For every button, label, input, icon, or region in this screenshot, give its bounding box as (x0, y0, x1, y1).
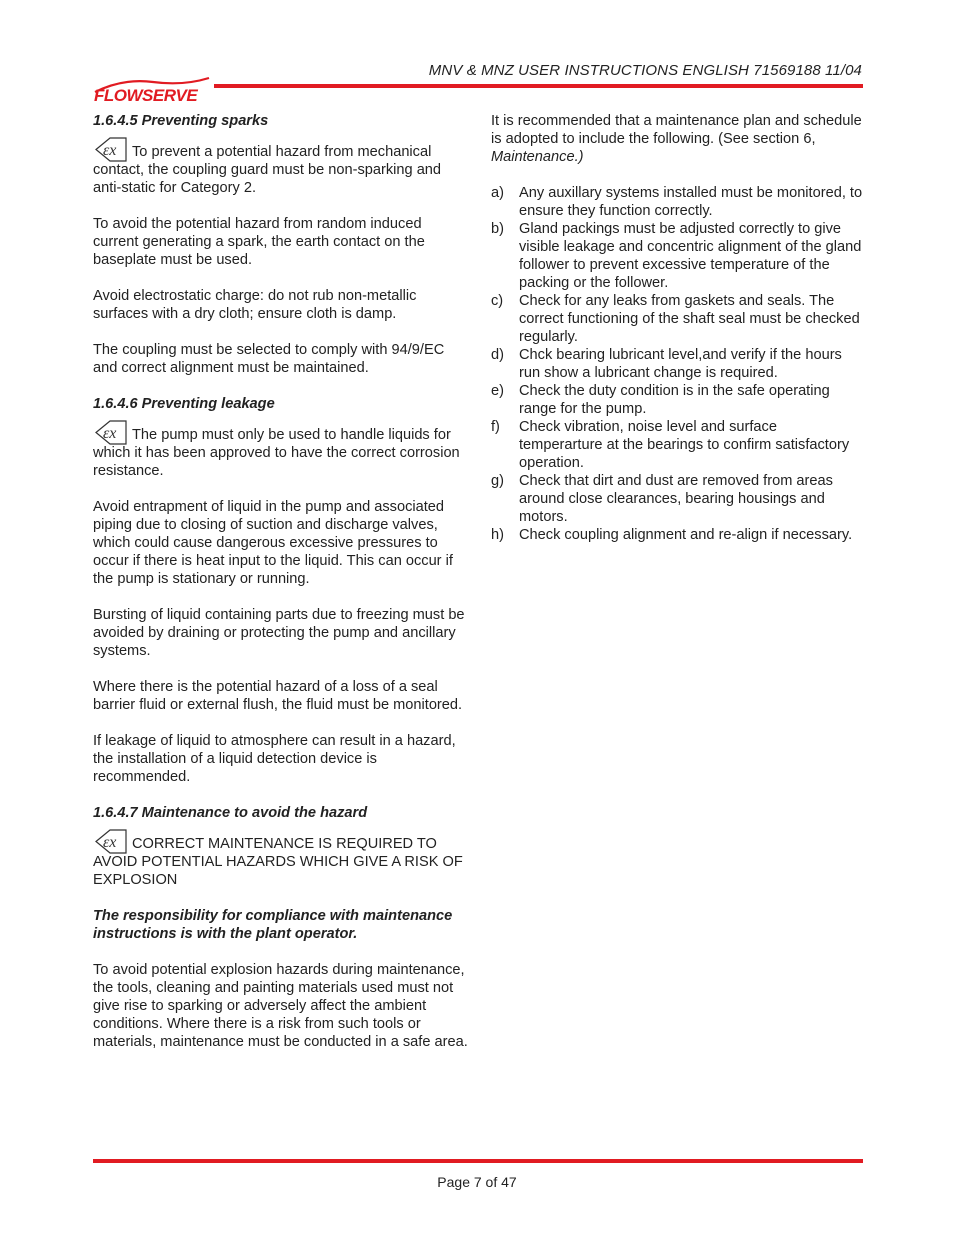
checklist-item (491, 526, 863, 544)
paragraph: Bursting of liquid containing parts due to freezing must be avoided by draining or protecting the pump and ancillary systems. (93, 607, 465, 659)
paragraph: Avoid entrapment of liquid in the pump and associated piping due to closing of suction and discharge valves, which could cause dangerous excessive pressures to occur if there is heat input to the liquid. This can occur if the pump is stationary or running. (93, 499, 453, 587)
item-label: g) (491, 473, 504, 489)
checklist-item (491, 418, 863, 472)
flowserve-logo (93, 74, 211, 106)
ex-explosion-icon (93, 419, 129, 446)
ex-explosion-icon (93, 136, 129, 163)
paragraph: To avoid the potential hazard from random induced current generating a spark, the earth contact on the baseplate must be used. (93, 216, 425, 268)
ex-text: CORRECT MAINTENANCE IS REQUIRED TO AVOID POTENTIAL HAZARDS WHICH GIVE A RISK OF EXPLOSION (93, 836, 463, 888)
paragraph: Where there is the potential hazard of a loss of a seal barrier fluid or external flush, the fluid must be monitored. (93, 679, 463, 713)
paragraph: If leakage of liquid to atmosphere can result in a hazard, the installation of a liquid detection device is recommended. (93, 733, 456, 785)
svg-text:εx: εx (103, 425, 117, 442)
ex-text: The pump must only be used to handle liquids for which it has been approved to have the correct corrosion resistance. (93, 427, 460, 479)
checklist-item (491, 346, 863, 382)
item-label: b) (491, 221, 504, 237)
section-heading-preventing-leakage: 1.6.4.6 Preventing leakage (93, 396, 275, 412)
item-text: Check vibration, noise level and surface temperarture at the bearings to confirm satisfactory operation. (519, 419, 850, 471)
item-text: Chck bearing lubricant level,and verify if the hours run show a lubricant change is required. (519, 347, 842, 381)
maintenance-intro (491, 112, 863, 166)
checklist-item (491, 382, 863, 418)
item-text: Gland packings must be adjusted correctly to give visible leakage and concentric alignment of the gland follower to prevent excessive temperature of the packing or the follower. (519, 221, 862, 291)
item-text: Check coupling alignment and re-align if necessary. (519, 527, 853, 543)
document-title: MNV & MNZ USER INSTRUCTIONS ENGLISH 71569188 11/04 (428, 62, 862, 79)
page-number: Page 7 of 47 (437, 1174, 517, 1190)
item-text: Check for any leaks from gaskets and seals. The correct functioning of the shaft seal must be checked regularly. (519, 293, 860, 345)
paragraph: The coupling must be selected to comply with 94/9/EC and correct alignment must be maintained. (93, 342, 445, 376)
checklist-item (491, 472, 863, 526)
ex-paragraph (93, 130, 468, 197)
ex-paragraph (93, 822, 468, 889)
ex-paragraph (93, 413, 468, 480)
section-reference: Maintenance.) (491, 149, 584, 165)
item-label: d) (491, 347, 504, 363)
checklist-item (491, 292, 863, 346)
checklist-item (491, 184, 863, 220)
item-label: f) (491, 419, 500, 435)
left-column (93, 112, 468, 1069)
footer-rule (93, 1159, 863, 1163)
svg-text:εx: εx (103, 142, 117, 159)
svg-text:FLOWSERVE: FLOWSERVE (94, 86, 198, 105)
ex-text: To prevent a potential hazard from mechanical contact, the coupling guard must be non-sparking and anti-static for Category 2. (93, 144, 442, 196)
maintenance-checklist (491, 184, 863, 544)
section-heading-preventing-sparks: 1.6.4.5 Preventing sparks (93, 113, 269, 129)
item-label: c) (491, 293, 504, 309)
responsibility-note: The responsibility for compliance with maintenance instructions is with the plant operator. (93, 908, 453, 942)
checklist-item (491, 220, 863, 292)
item-label: e) (491, 383, 504, 399)
item-text: Check the duty condition is in the safe operating range for the pump. (519, 383, 830, 417)
item-label: a) (491, 185, 504, 201)
item-text: Any auxillary systems installed must be monitored, to ensure they function correctly. (519, 185, 863, 219)
section-heading-maintenance: 1.6.4.7 Maintenance to avoid the hazard (93, 805, 368, 821)
right-column (491, 112, 863, 544)
header-rule (214, 84, 863, 88)
ex-explosion-icon (93, 828, 129, 855)
paragraph: Avoid electrostatic charge: do not rub non-metallic surfaces with a dry cloth; ensure cloth is damp. (93, 288, 417, 322)
paragraph: To avoid potential explosion hazards during maintenance, the tools, cleaning and painting materials used must not give rise to sparking or adversely affect the ambient conditions. Where there is a risk from such tools or materials, maintenance must be conducted in a safe area. (93, 962, 468, 1050)
intro-text: It is recommended that a maintenance plan and schedule is adopted to include the following. (See section 6, (491, 113, 862, 147)
item-text: Check that dirt and dust are removed from areas around close clearances, bearing housings and motors. (519, 473, 833, 525)
item-label: h) (491, 527, 504, 543)
svg-text:εx: εx (103, 834, 117, 851)
